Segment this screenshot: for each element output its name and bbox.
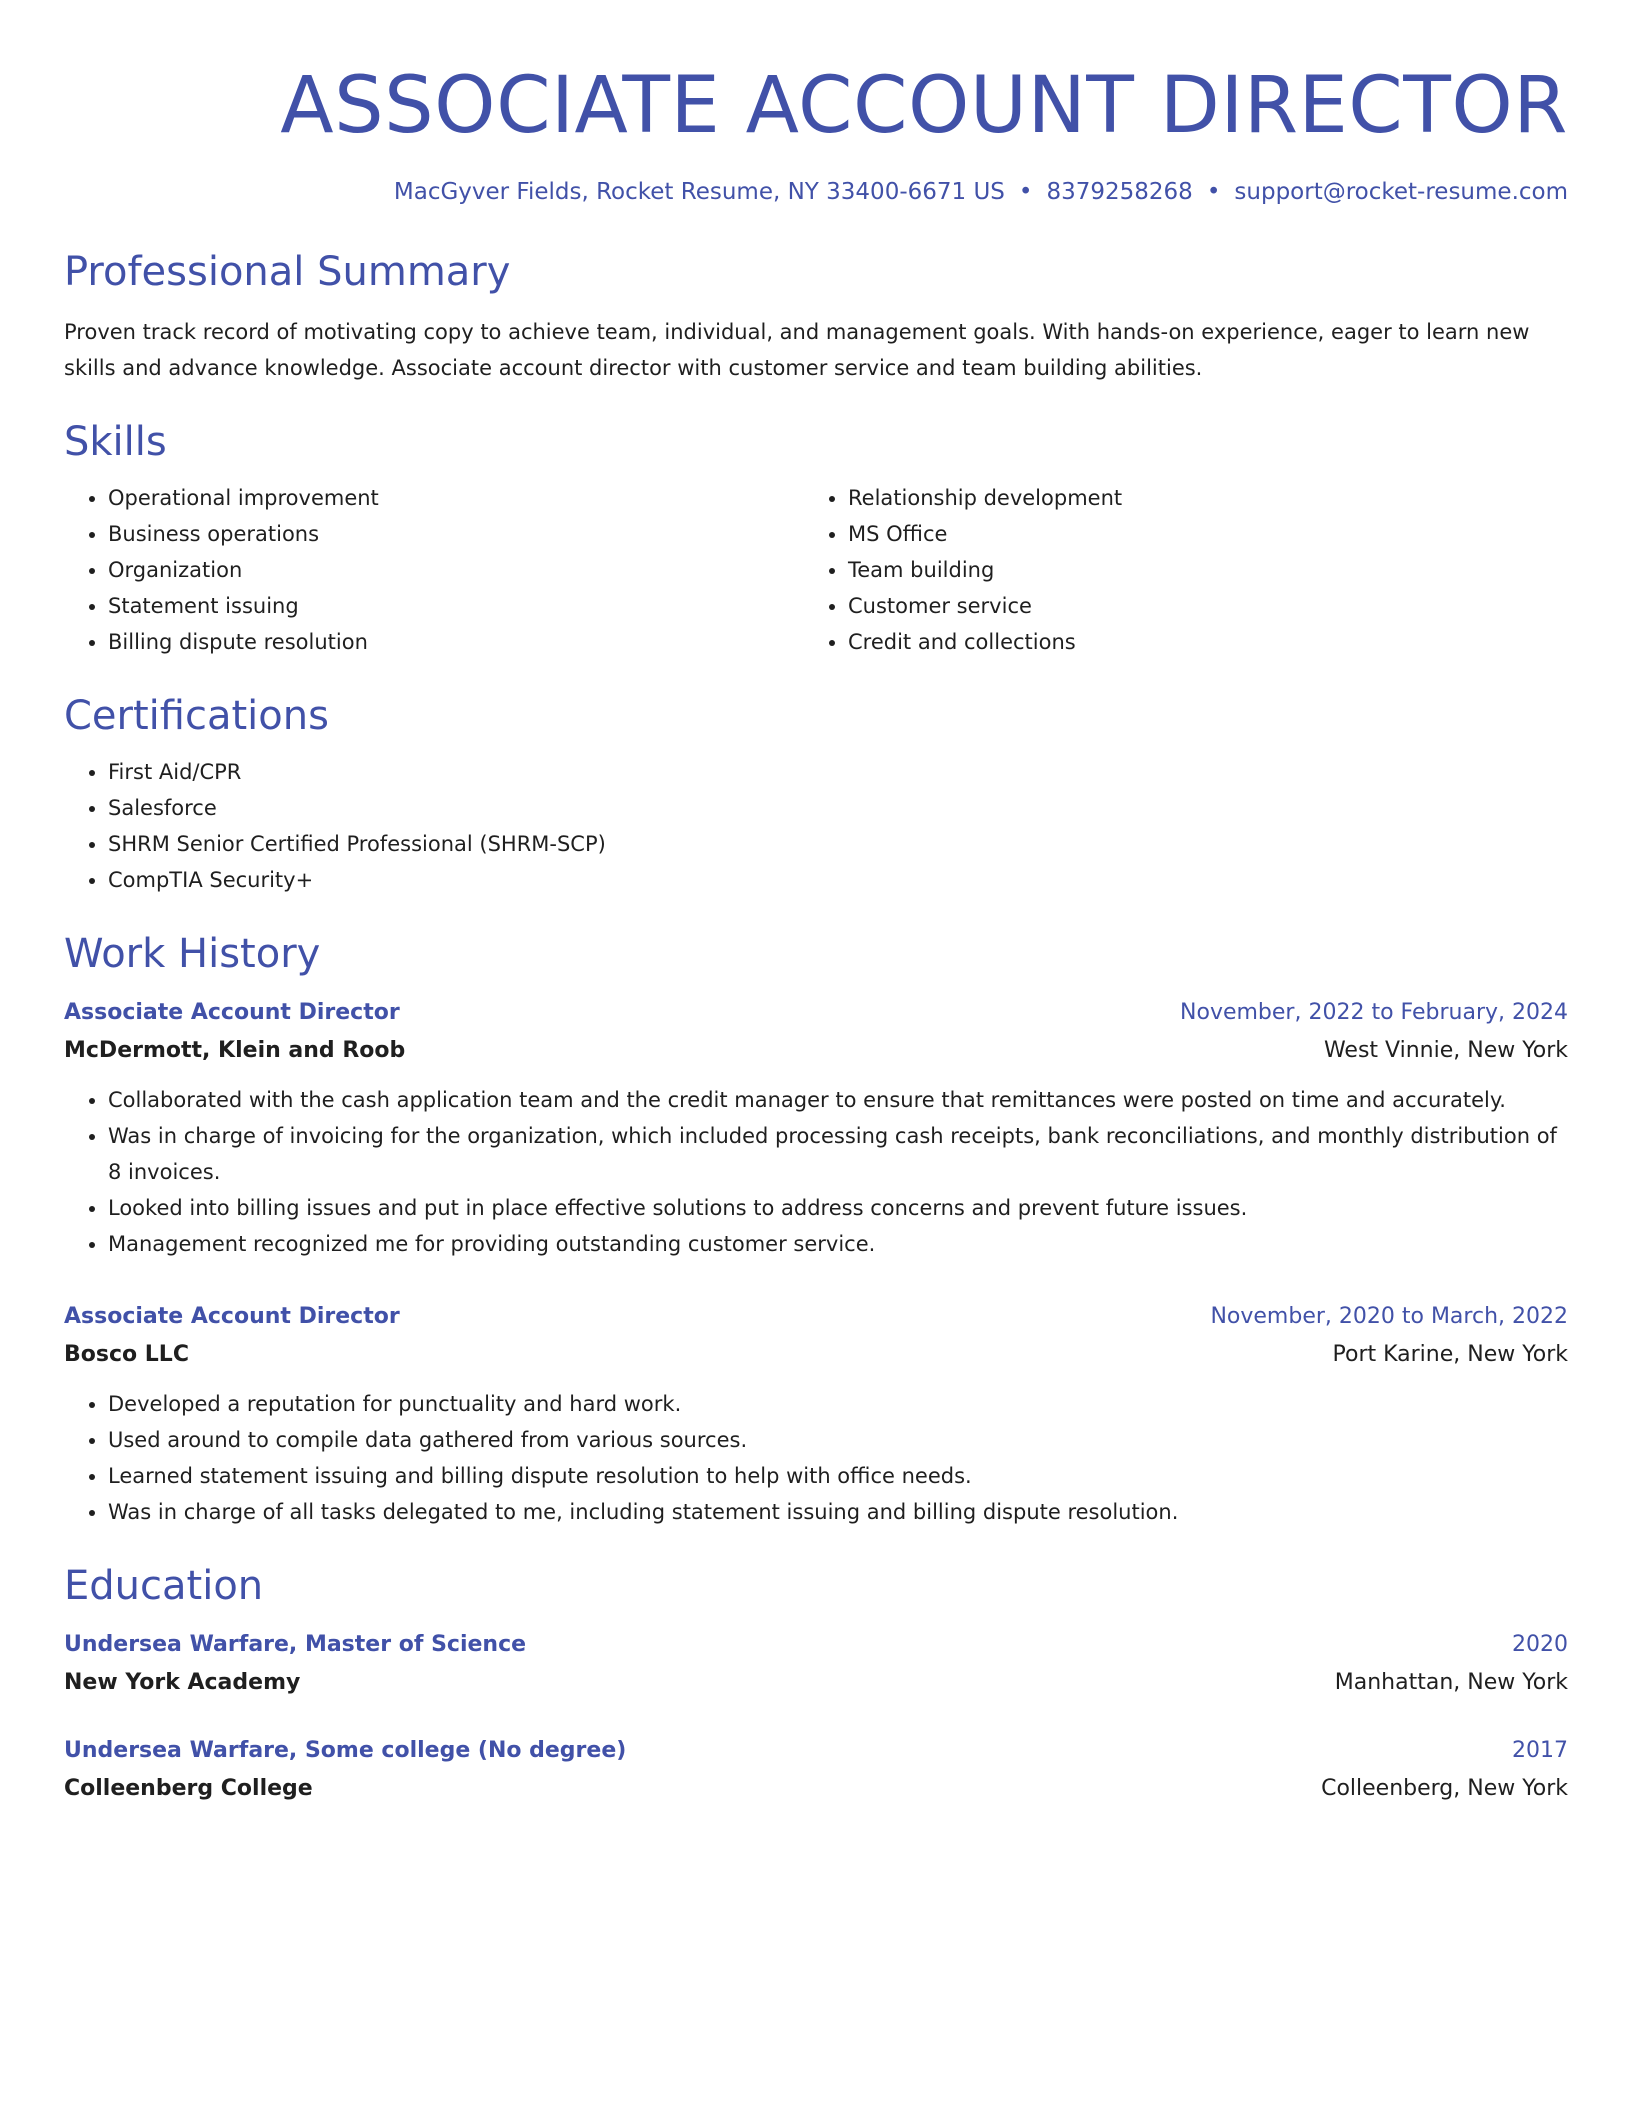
certification-item: • Salesforce	[108, 790, 1568, 826]
job-bullet: • Was in charge of invoicing for the organization, which included processing cash receipts, bank reconciliations, and monthly distribution of 8 invoices.	[108, 1118, 1568, 1190]
education-location: Colleenberg, New York	[1321, 1776, 1568, 1801]
job-location: Port Karine, New York	[1332, 1342, 1568, 1367]
job-bullets	[64, 1386, 1568, 1530]
job-title: Associate Account Director	[64, 1000, 400, 1025]
summary-section	[64, 246, 1568, 386]
skills-section	[64, 416, 1568, 660]
skill-item: • Statement issuing	[108, 588, 804, 624]
job-bullet: • Looked into billing issues and put in place effective solutions to address concerns and prevent future issues.	[108, 1190, 1568, 1226]
contact-address: MacGyver Fields, Rocket Resume, NY 33400-6671 US	[393, 179, 1005, 205]
job-dates: November, 2020 to March, 2022	[1210, 1304, 1568, 1329]
education-year: 2020	[1512, 1632, 1568, 1657]
job-bullet: • Management recognized me for providing outstanding customer service.	[108, 1226, 1568, 1262]
education-degree: Undersea Warfare, Some college (No degree)	[64, 1738, 627, 1763]
job-company-row	[64, 1336, 1568, 1374]
education-entry	[64, 1626, 1568, 1702]
skill-item: • MS Office	[848, 516, 1404, 552]
education-section	[64, 1560, 1568, 1808]
job-title-row	[64, 994, 1568, 1032]
certifications-list	[64, 754, 1568, 898]
job-location: West Vinnie, New York	[1323, 1038, 1568, 1063]
education-school-row	[64, 1770, 1568, 1808]
job-bullet: • Collaborated with the cash application team and the credit manager to ensure that remittances were posted on time and accurately.	[108, 1082, 1568, 1118]
education-heading: Education	[64, 1563, 264, 1609]
work-history-heading: Work History	[64, 931, 321, 977]
skill-item: • Operational improvement	[108, 480, 804, 516]
skill-item: • Relationship development	[848, 480, 1404, 516]
skills-list-right	[804, 480, 1404, 660]
job-bullet: • Used around to compile data gathered from various sources.	[108, 1422, 1568, 1458]
contact-separator: •	[1018, 179, 1033, 205]
job-title-row	[64, 1298, 1568, 1336]
contact-phone: 8379258268	[1046, 179, 1193, 205]
job-bullet: • Developed a reputation for punctuality and hard work.	[108, 1386, 1568, 1422]
education-location: Manhattan, New York	[1334, 1670, 1568, 1695]
skill-item: • Customer service	[848, 588, 1404, 624]
skill-item: • Billing dispute resolution	[108, 624, 804, 660]
resume-header	[64, 56, 1568, 208]
job-company: Bosco LLC	[64, 1342, 189, 1367]
certification-item: • First Aid/CPR	[108, 754, 1568, 790]
job-bullets	[64, 1082, 1568, 1262]
job-company-row	[64, 1032, 1568, 1070]
contact-email: support@rocket-resume.com	[1234, 179, 1568, 205]
job-title: Associate Account Director	[64, 1304, 400, 1329]
job-dates: November, 2022 to February, 2024	[1180, 1000, 1568, 1025]
work-history-section	[64, 928, 1568, 1530]
skills-grid	[64, 480, 1568, 660]
education-entry	[64, 1732, 1568, 1808]
skills-list-left	[64, 480, 804, 660]
education-degree-row	[64, 1732, 1568, 1770]
contact-separator: •	[1206, 179, 1221, 205]
education-school: Colleenberg College	[64, 1776, 313, 1801]
education-school-row	[64, 1664, 1568, 1702]
education-year: 2017	[1512, 1738, 1568, 1763]
job-entry	[64, 1298, 1568, 1530]
skill-item: • Team building	[848, 552, 1404, 588]
certifications-section	[64, 690, 1568, 898]
education-school: New York Academy	[64, 1670, 301, 1695]
job-bullet: • Was in charge of all tasks delegated to me, including statement issuing and billing dispute resolution.	[108, 1494, 1568, 1530]
job-entry	[64, 994, 1568, 1262]
skills-heading: Skills	[64, 419, 167, 465]
summary-heading: Professional Summary	[64, 249, 511, 295]
skill-item: • Credit and collections	[848, 624, 1404, 660]
skill-item: • Business operations	[108, 516, 804, 552]
skill-item: • Organization	[108, 552, 804, 588]
certification-item: • CompTIA Security+	[108, 862, 1568, 898]
contact-line	[64, 176, 1568, 208]
resume-title: ASSOCIATE ACCOUNT DIRECTOR	[280, 61, 1568, 151]
education-degree-row	[64, 1626, 1568, 1664]
summary-text: Proven track record of motivating copy to achieve team, individual, and management goals. With hands-on experience, eager to learn new skills and advance knowledge. Associate account director with customer service and team building abilities.	[64, 320, 1530, 380]
job-bullet: • Learned statement issuing and billing dispute resolution to help with office needs.	[108, 1458, 1568, 1494]
education-degree: Undersea Warfare, Master of Science	[64, 1632, 527, 1657]
certifications-heading: Certifications	[64, 693, 329, 739]
certification-item: • SHRM Senior Certified Professional (SHRM-SCP)	[108, 826, 1568, 862]
job-company: McDermott, Klein and Roob	[64, 1038, 406, 1063]
